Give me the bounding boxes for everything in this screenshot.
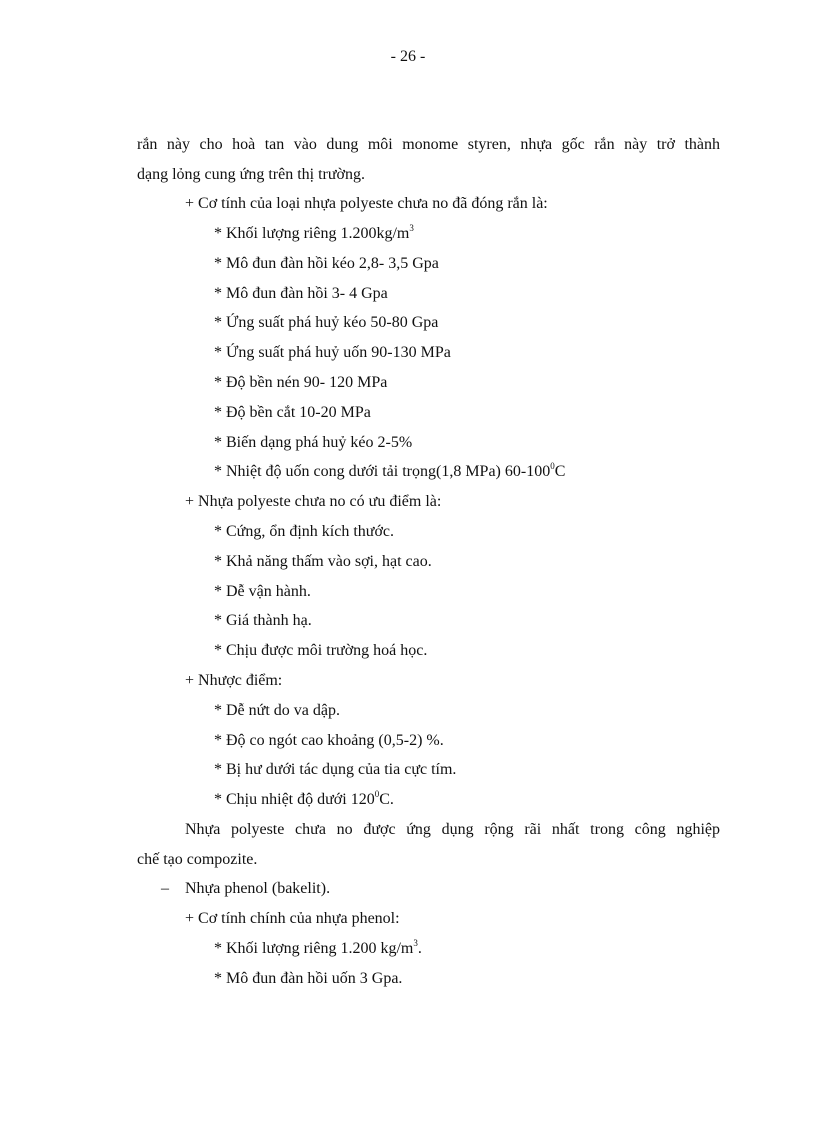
mech-compressive-strength: * Độ bền nén 90- 120 MPa xyxy=(214,374,388,392)
advantage-item: * Khả năng thấm vào sợi, hạt cao. xyxy=(214,552,432,570)
disadvantage-item-3: * Bị hư dưới tác dụng của tia cực tím. xyxy=(214,761,457,779)
phenol-heading: + Cơ tính chính của nhựa phenol: xyxy=(185,910,400,928)
advantage-item: * Dễ vận hành. xyxy=(214,582,311,600)
mech-elongation: * Biến dạng phá huỷ kéo 2-5% xyxy=(214,433,413,451)
disadvantage-item-1: * Dễ nứt do va dập. xyxy=(214,701,340,719)
mechanical-heading: + Cơ tính của loại nhựa polyeste chưa no đã đóng rắn là: xyxy=(185,195,548,213)
document-body xyxy=(137,130,720,994)
dash-bullet: – xyxy=(161,880,169,898)
application-line-1: Nhựa polyeste chưa no được ứng dụng rộng rãi nhất trong công nghiệp xyxy=(185,821,720,839)
phenol-title: Nhựa phenol (bakelit). xyxy=(185,880,331,898)
intro-line-1: rắn này cho hoà tan vào dung môi monome styren, nhựa gốc rắn này trở thành xyxy=(137,136,720,153)
advantage-item: * Chịu được môi trường hoá học. xyxy=(214,642,428,660)
advantage-item: * Giá thành hạ. xyxy=(214,612,312,630)
advantages-heading: + Nhựa polyeste chưa no có ưu điểm là: xyxy=(185,493,442,511)
phenol-density xyxy=(137,934,720,964)
disadvantage-item-2: * Độ co ngót cao khoảng (0,5-2) %. xyxy=(214,731,444,749)
mech-hdt-text: * Nhiệt độ uốn cong dưới tải trọng(1,8 MPa) 60-100 xyxy=(214,463,551,481)
application-line-2: chế tạo compozite. xyxy=(137,850,258,868)
disadvantage-item-4-text: * Chịu nhiệt độ dưới 120 xyxy=(214,791,375,809)
phenol-density-suffix: . xyxy=(417,939,422,957)
phenol-density-sup: 3 xyxy=(413,937,418,948)
mech-shear-strength: * Độ bền cắt 10-20 MPa xyxy=(214,403,371,421)
disadvantage-item-4 xyxy=(137,785,720,815)
mech-hdt-suffix: C xyxy=(554,463,566,481)
disadvantage-item-4-sup: 0 xyxy=(374,789,380,800)
advantage-item: * Cứng, ổn định kích thước. xyxy=(214,523,395,541)
mech-flexural-strength: * Ứng suất phá huỷ uốn 90-130 MPa xyxy=(214,344,451,362)
phenol-density-text: * Khối lượng riêng 1.200 kg/m xyxy=(214,939,414,957)
disadvantages-heading: + Nhược điểm: xyxy=(185,672,283,690)
phenol-title-line xyxy=(137,874,720,904)
mech-density xyxy=(137,219,720,249)
mech-tensile-modulus: * Mô đun đàn hồi kéo 2,8- 3,5 Gpa xyxy=(214,254,439,272)
intro-line-2: dạng lỏng cung ứng trên thị trường. xyxy=(137,165,365,183)
mech-modulus: * Mô đun đàn hồi 3- 4 Gpa xyxy=(214,284,388,302)
mech-density-sup: 3 xyxy=(409,223,414,234)
mech-hdt-sup: 0 xyxy=(550,461,555,472)
page-number: - 26 - xyxy=(390,48,426,65)
mech-hdt xyxy=(137,457,720,487)
mech-density-text: * Khối lượng riêng 1.200kg/m xyxy=(214,225,410,243)
phenol-flex-modulus: * Mô đun đàn hồi uốn 3 Gpa. xyxy=(214,969,403,987)
mech-tensile-strength: * Ứng suất phá huỷ kéo 50-80 Gpa xyxy=(214,314,439,332)
disadvantage-item-4-suffix: C. xyxy=(379,791,394,809)
